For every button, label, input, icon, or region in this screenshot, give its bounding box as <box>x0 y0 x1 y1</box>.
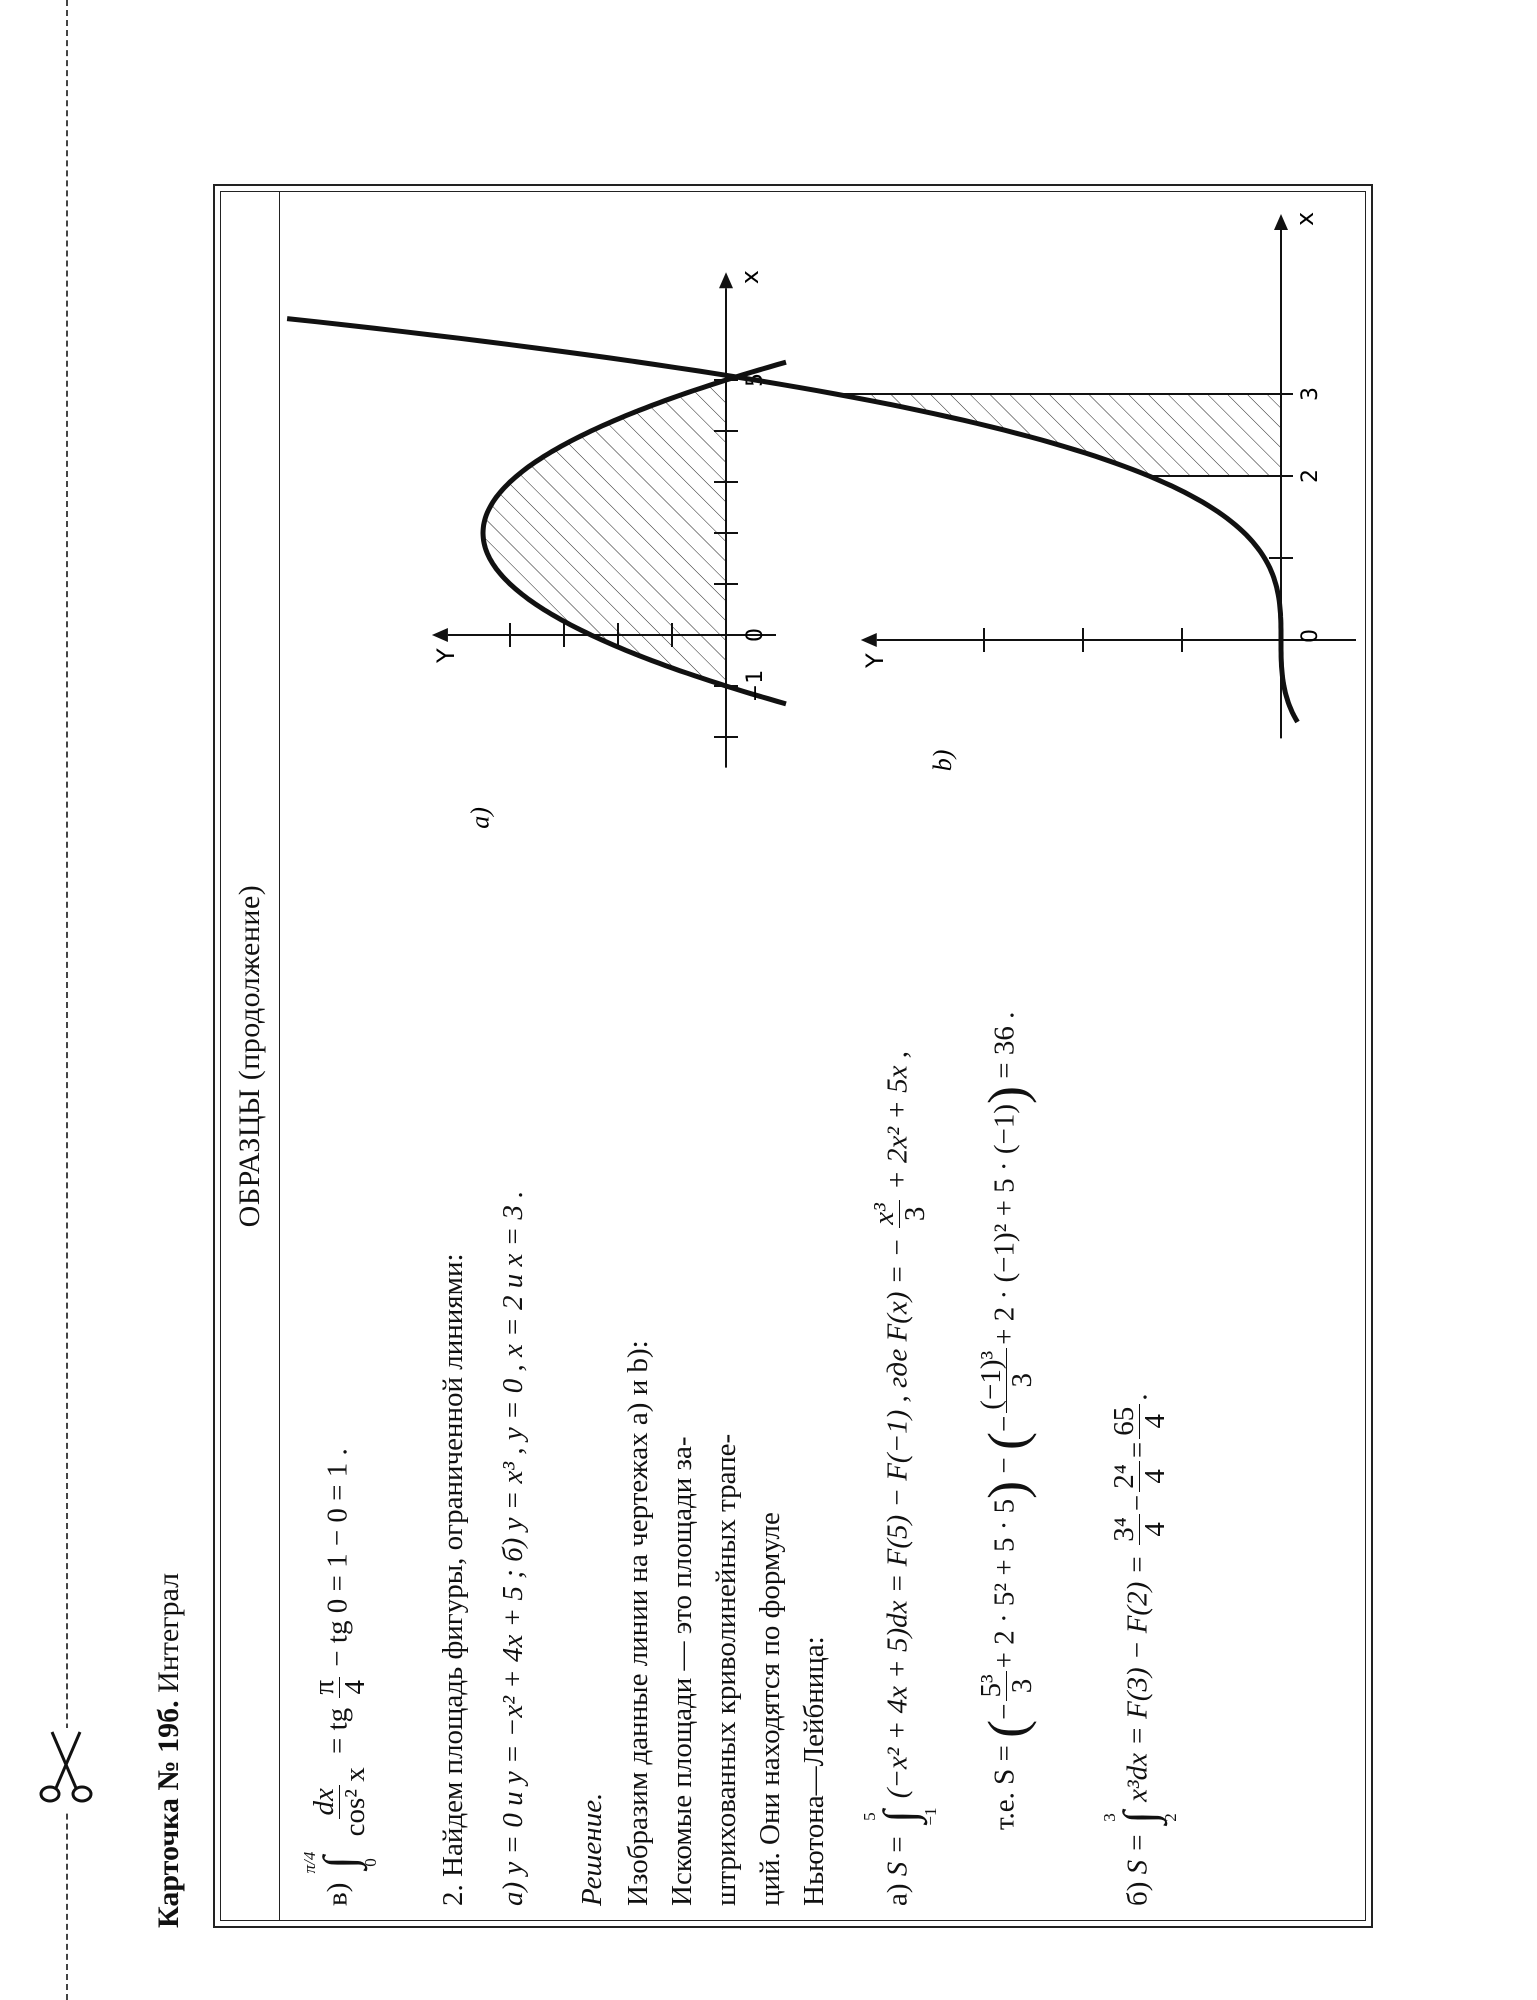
frac-den: 3 <box>1006 1678 1039 1694</box>
frac-den: 4 <box>1139 1522 1172 1537</box>
paren-close: ) <box>976 1086 1037 1104</box>
y-axis-arrow <box>432 628 448 642</box>
tick-label: 0 <box>1298 629 1323 643</box>
formula-a-tail: + 2x² + 5x , <box>881 1051 914 1190</box>
figure-a-label: a) <box>465 807 495 829</box>
frac-den: 4 <box>1139 1469 1172 1484</box>
integral-v-lower: 0 <box>360 1858 380 1867</box>
fraction-pi-4 <box>309 1677 371 1698</box>
solution-heading: Решение. <box>576 1792 608 1906</box>
formula-v-rest: − tg 0 = 1 − 0 = 1 . <box>321 1448 354 1667</box>
formula-a-s: S = <box>881 1834 914 1877</box>
formula-te-mid2: + 2 · (−1)² + 5 · (−1) <box>988 1104 1021 1345</box>
y-axis-arrow <box>861 633 877 647</box>
x-axis-label: x <box>736 269 764 285</box>
frac-num: dx <box>309 1785 340 1818</box>
solution-line: Изобразим данные линии на чертежах a) и b): <box>622 1340 654 1906</box>
tick-label: −1 <box>743 669 768 703</box>
frac-num: 3⁴ <box>1109 1514 1140 1545</box>
tick-label: 2 <box>1298 469 1323 483</box>
integral-b <box>1101 1811 1179 1824</box>
fraction-neg1cubed-3 <box>976 1348 1038 1413</box>
integral-sign: ∫ <box>874 1810 925 1823</box>
frac-num: 65 <box>1109 1404 1140 1439</box>
card-number: Карточка № 19б. <box>152 1700 185 1928</box>
cut-line <box>66 0 68 2000</box>
card-frame <box>213 184 1373 1928</box>
frac-num: 5³ <box>976 1671 1007 1700</box>
x-axis-arrow <box>719 272 733 288</box>
formula-v-marker: в) <box>321 1882 354 1906</box>
paren-close: ) <box>976 1480 1037 1499</box>
solution-line: штрихованных криволинейных трапе- <box>710 1433 742 1906</box>
x-axis-label: x <box>1291 211 1319 226</box>
integral-a-upper: 5 <box>860 1812 879 1821</box>
formula-v <box>301 1448 379 1906</box>
tick-label: 3 <box>1298 387 1323 401</box>
frac-den: 4 <box>339 1680 372 1695</box>
integral-a <box>861 1808 939 1826</box>
fraction-dx-cos <box>309 1764 371 1839</box>
solution-line: Ньютона—Лейбница: <box>798 1636 830 1906</box>
formula-b: б) S = 3 ∫ 2 x³dx = F(3) − F(2) = 3⁴ 4 − 2⁴ 4 = 65 4 . <box>1100 1393 1180 1906</box>
task2-cases: а) y = 0 и y = −x² + 4x + 5 ; б) y = x³ , y = 0 , x = 2 и x = 3 . <box>497 1190 529 1906</box>
frac-num: π <box>309 1677 340 1698</box>
scissors-icon <box>36 1728 96 1812</box>
integral-sign: ∫ <box>314 1856 365 1869</box>
fraction-65-4 <box>1109 1404 1171 1439</box>
figure-a <box>281 190 791 829</box>
solution-line: ций. Они находятся по формуле <box>754 1512 786 1906</box>
card-topic: Интеграл <box>152 1572 185 1701</box>
figure-b-label: b) <box>928 749 957 772</box>
formula-a-body: (−x² + 4x + 5)dx = F(5) − F(−1) , где F(x) = − <box>881 1237 914 1799</box>
card-frame-inner <box>220 191 1366 1921</box>
paren-open: ( <box>976 1432 1037 1451</box>
frac-den: 4 <box>1139 1413 1172 1429</box>
formula-te-prefix: т.е. S = <box>988 1745 1021 1830</box>
formula-a <box>861 1051 939 1906</box>
frac-den: 3 <box>1006 1373 1039 1388</box>
formula-te-result: = 36 . <box>988 1011 1021 1079</box>
fraction-3pow4-4 <box>1109 1514 1171 1545</box>
frac-num: 2⁴ <box>1109 1461 1140 1492</box>
frac-den: cos² x <box>339 1767 372 1837</box>
formula-b-body: x³dx = F(3) − F(2) = <box>1121 1554 1154 1802</box>
frac-num: (−1)³ <box>976 1348 1007 1413</box>
formula-b-marker: б) <box>1121 1881 1154 1906</box>
y-axis-label: Y <box>431 648 460 663</box>
solution-line: Искомые площади — это площади за- <box>666 1436 698 1906</box>
integral-sign: ∫ <box>1114 1811 1165 1824</box>
tick-label: 5 <box>743 373 768 387</box>
integral-v-upper: π/4 <box>300 1851 319 1874</box>
frac-num: x³ <box>869 1200 900 1228</box>
section-header: ОБРАЗЦЫ (продолжение) <box>221 192 280 1920</box>
integral-b-lower: 2 <box>1160 1813 1180 1822</box>
formula-b-s: S = <box>1121 1833 1154 1875</box>
integral-v <box>301 1852 379 1874</box>
x-axis-arrow <box>1274 214 1288 230</box>
formula-te-mid1: + 2 · 5² + 5 · 5 <box>988 1498 1021 1669</box>
integral-a-lower: −1 <box>920 1807 940 1826</box>
fraction-5cubed-3 <box>976 1671 1038 1700</box>
card-title <box>152 1573 186 1928</box>
frac-den: 3 <box>899 1206 932 1222</box>
fraction-2pow4-4 <box>1109 1461 1171 1492</box>
tick-label: 0 <box>743 628 768 642</box>
fraction-x3-3 <box>869 1200 931 1228</box>
formula-v-eq: = tg <box>321 1707 354 1755</box>
formula-a-marker: а) <box>881 1883 914 1906</box>
y-axis-label: Y <box>860 653 889 668</box>
task2-statement: 2. Найдем площадь фигуры, ограниченной линиями: <box>437 1253 469 1906</box>
rotated-page <box>150 178 1400 1928</box>
integral-b-upper: 3 <box>1100 1813 1119 1822</box>
figure-b <box>811 190 1371 790</box>
paren-open: ( <box>976 1719 1037 1738</box>
formula-te: т.е. S = (− 5³ 3 + 2 · 5² + 5 · 5) − (− (−1)³ 3 + 2 · (−1)² + 5 · (−1)) = 36 . <box>975 1011 1039 1830</box>
